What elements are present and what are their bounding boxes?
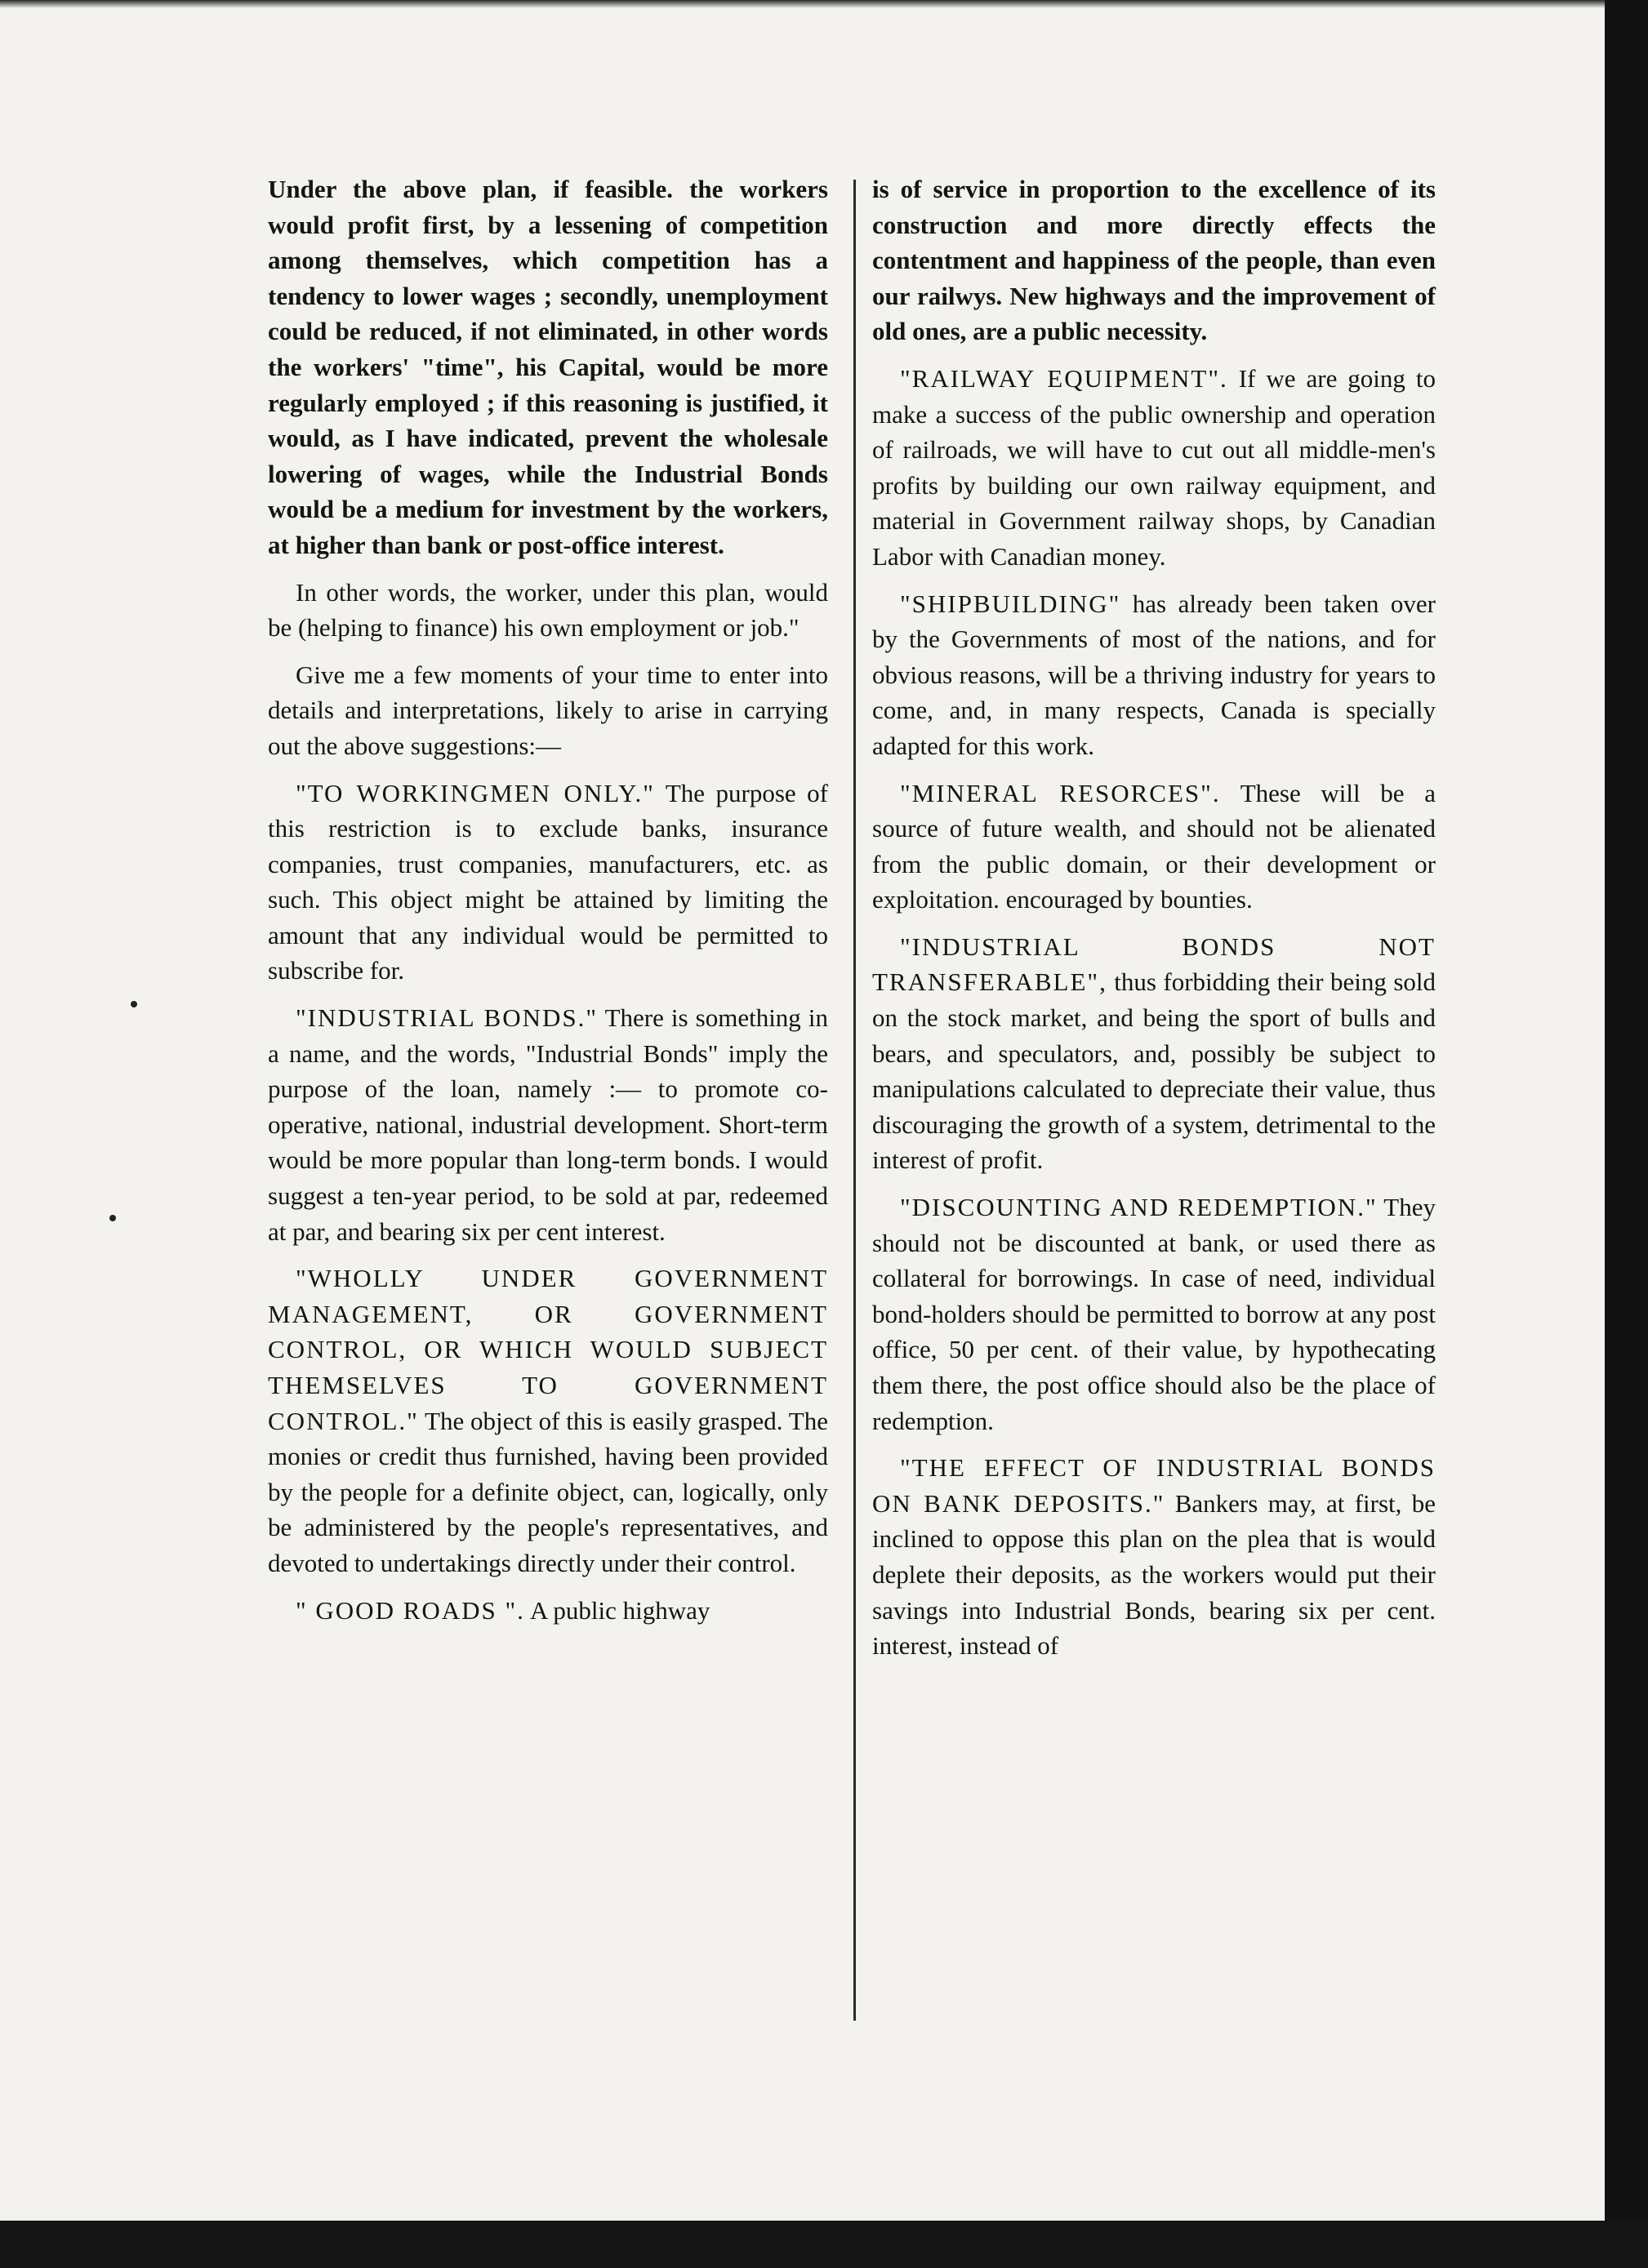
section-heading: "DISCOUNTING AND REDEMPTION."	[900, 1193, 1378, 1222]
paragraph	[872, 361, 1436, 575]
column-divider	[853, 180, 856, 2021]
paragraph-text: There is something in a name, and the words, "Industrial Bonds" imply the purpose of the loan, namely :— to promote co-operative, national, industrial development. Short-term would be more popular than long-term bonds. I would suggest a ten-year period, to be sold at par, redeemed at par, and bearing six per cent interest.	[268, 1003, 828, 1246]
paragraph	[872, 1450, 1436, 1664]
scan-speck	[109, 1215, 116, 1221]
left-column	[268, 171, 828, 1639]
paragraph-text: Under the above plan, if feasible. the workers would profit first, by a lessening of competition among themselves, which competition has a tendency to lower wages ; secondly, unemployment could be reduced, if not eliminated, in other words the workers' "time", his Capital, would be more regularly employed ; if this reasoning is justified, it would, as I have indicated, prevent the wholesale lowering of wages, while the Industrial Bonds would be a medium for investment by the workers, at higher than bank or post-office interest.	[268, 175, 828, 559]
paragraph-text: has already been taken over by the Governments of most of the nations, and for obvious reasons, will be a thriving industry for years to come, and, in many respects, Canada is specially adapted for this work.	[872, 589, 1436, 760]
paragraph	[268, 575, 828, 646]
scan-speck	[131, 1001, 137, 1007]
scan-border-bottom	[0, 2221, 1648, 2268]
section-heading: "THE EFFECT OF INDUSTRIAL BONDS ON BANK DEPOSITS."	[872, 1453, 1436, 1518]
paragraph	[268, 171, 828, 563]
paragraph	[872, 171, 1436, 349]
section-heading: " GOOD ROADS ".	[296, 1595, 525, 1625]
paragraph-text: A public highway	[529, 1595, 710, 1625]
paragraph	[872, 586, 1436, 764]
paragraph	[268, 1593, 828, 1629]
paragraph	[268, 1261, 828, 1581]
section-heading: "SHIPBUILDING"	[900, 589, 1121, 618]
scan-border-right	[1605, 0, 1648, 2268]
paragraph	[268, 657, 828, 764]
paragraph-text: In other words, the worker, under this plan, would be (helping to finance) his own employment or job."	[268, 577, 828, 643]
paragraph-text: is of service in proportion to the excellence of its construction and more directly effects the contentment and happiness of the people, than even our railwys. New highways and the improvement of old ones, are a public necessity.	[872, 175, 1436, 346]
paragraph-text: The object of this is easily grasped. The monies or credit thus furnished, having been provided by the people for a definite object, can, logically, only be administered by the people's representatives, and devoted to undertakings directly under their control.	[268, 1406, 828, 1577]
paragraph-text: These will be a source of future wealth, and should not be alienated from the public domain, or their development or exploitation. encouraged by bounties.	[872, 778, 1436, 914]
section-heading: "RAILWAY EQUIPMENT".	[900, 363, 1228, 393]
section-heading: "INDUSTRIAL BONDS NOT TRANSFERABLE",	[872, 932, 1436, 997]
section-heading: "INDUSTRIAL BONDS."	[296, 1003, 599, 1033]
paragraph-text: They should not be discounted at bank, or used there as collateral for borrowings. In case of need, individual bond-holders should be permitted to borrow at any post office, 50 per cent. of their value, by hypothecating them there, the post office should also be the place of redemption.	[872, 1193, 1436, 1435]
paragraph-text: Bankers may, at first, be inclined to oppose this plan on the plea that is would deplete their deposits, as the workers would put their savings into Industrial Bonds, bearing six per cent. interest, instead of	[872, 1488, 1436, 1661]
section-heading: "TO WORKINGMEN ONLY."	[296, 778, 655, 807]
section-heading: "MINERAL RESORCES".	[900, 778, 1221, 807]
paragraph-text: If we are going to make a success of the public ownership and operation of railroads, we will have to cut out all middle-men's profits by building our own railway equipment, and material in Government railway shops, by Canadian Labor with Canadian money.	[872, 363, 1436, 571]
paragraph-text: The purpose of this restriction is to exclude banks, insurance companies, trust companies, manufacturers, etc. as such. This object might be attained by limiting the amount that any individual would be permitted to subscribe for.	[268, 778, 828, 985]
right-column	[872, 171, 1436, 1675]
scan-edge-top	[0, 0, 1605, 8]
paragraph	[872, 776, 1436, 918]
paragraph	[872, 1190, 1436, 1439]
paragraph	[872, 929, 1436, 1178]
paragraph-text: Give me a few moments of your time to enter into details and interpretations, likely to arise in carrying out the above suggestions:—	[268, 660, 828, 760]
paragraph	[268, 1000, 828, 1249]
section-heading: "WHOLLY UNDER GOVERNMENT MANAGEMENT, OR GOVERNMENT CONTROL, OR WHICH WOULD SUBJECT THEMSELVES TO GOVERNMENT CONTROL."	[268, 1264, 828, 1435]
paragraph	[268, 776, 828, 989]
paragraph-text: thus forbidding their being sold on the stock market, and being the sport of bulls and bears, and speculators, and, possibly be subject to manipulations calculated to depreciate their value, thus discouraging the growth of a system, detrimental to the interest of profit.	[872, 967, 1436, 1175]
